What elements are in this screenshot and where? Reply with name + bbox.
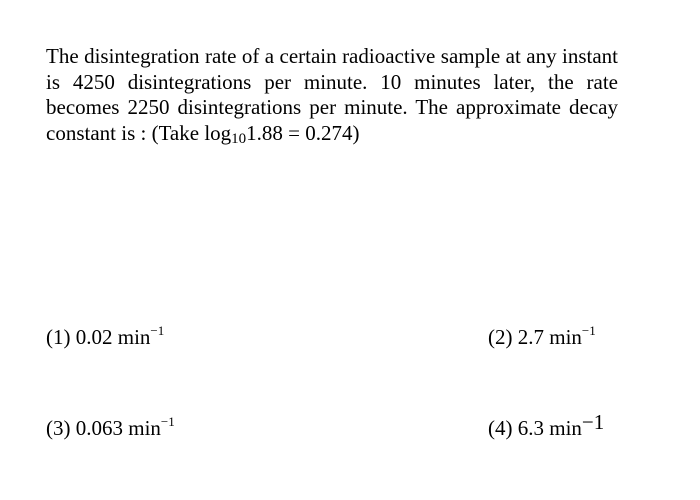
log-base-subscript: 10 (231, 130, 247, 147)
option-2-exponent: −1 (581, 323, 596, 338)
question-tail-text: 1.88 = 0.274) (246, 120, 360, 145)
option-2-label: (2) 2.7 min (488, 325, 582, 349)
question-text (46, 44, 618, 146)
option-3[interactable] (46, 416, 175, 440)
option-1-exponent: −1 (150, 323, 165, 338)
option-2[interactable] (488, 325, 596, 349)
option-4-label: (4) 6.3 min (488, 416, 582, 440)
question-main-text: The disintegration rate of a certain radioactive sample at any instant is 4250 disintegrations per minute. 10 minutes later, the rate becomes 2250 disintegrations per minute. The approximate decay constant is : (Take log (46, 44, 618, 145)
option-4[interactable] (488, 410, 605, 440)
option-3-label: (3) 0.063 min (46, 416, 161, 440)
option-3-exponent: −1 (160, 414, 175, 429)
option-1[interactable] (46, 325, 164, 349)
option-1-label: (1) 0.02 min (46, 325, 151, 349)
option-4-exponent: −1 (581, 410, 605, 434)
